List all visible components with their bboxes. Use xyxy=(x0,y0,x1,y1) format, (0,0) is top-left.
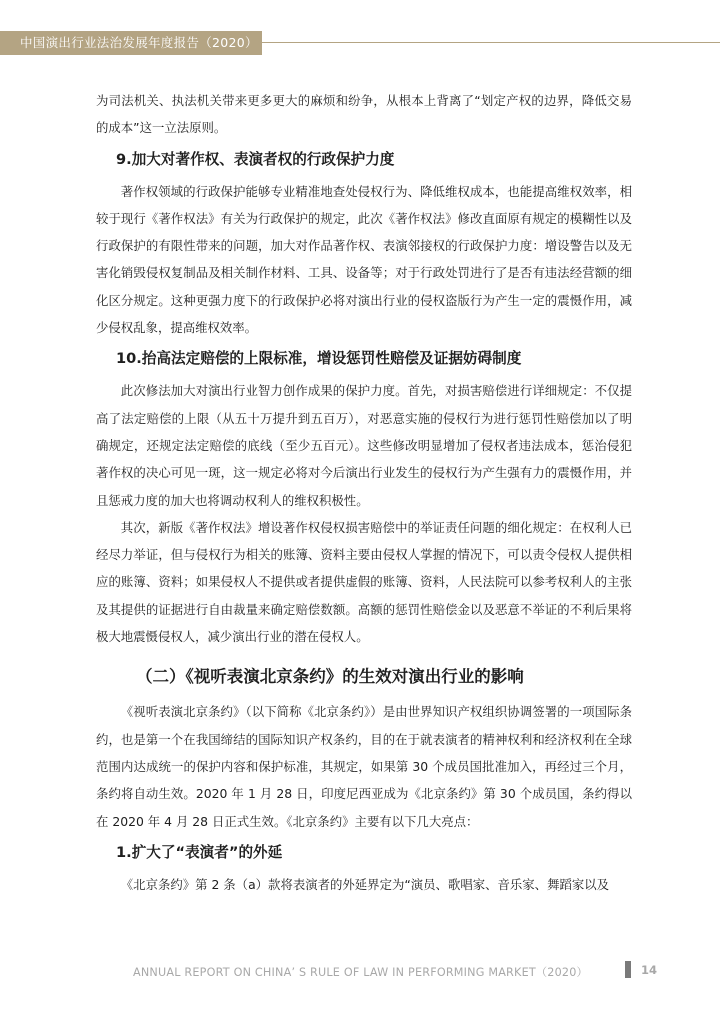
section-heading-2: （二）《视听表演北京条约》的生效对演出行业的影响 xyxy=(136,667,524,687)
footer-bar xyxy=(625,961,631,978)
paragraph-6: 《北京条约》第 2 条（a）款将表演者的外延界定为“演员、歌唱家、音乐家、舞蹈家以及 xyxy=(120,876,610,892)
paragraph-5: 《视听表演北京条约》（以下简称《北京条约》）是由世界知识产权组织协调签署的一项国际条约，也是第一个在我国缔结的国际知识产权条约，目的在于就表演者的精神权利和经济权利在全球范围内达成统一的保护内容和保护标准，其规定，如果第 30 个成员国批准加入，再经过三个月，条约将自动生效。2020 年 1 月 28 日，印度尼西亚成为《北京条约》第 30 个成员国，条约得以在 2020 年 4 月 28 日正式生效。《北京条约》主要有以下几大亮点： xyxy=(96,704,632,829)
page-content xyxy=(96,87,632,898)
paragraph-1: 为司法机关、执法机关带来更多更大的麻烦和纷争，从根本上背离了“划定产权的边界，降低交易的成本”这一立法原则。 xyxy=(96,93,632,136)
header-rule xyxy=(262,42,720,43)
page-number: 14 xyxy=(641,963,658,977)
heading-1: 1.扩大了“表演者”的外延 xyxy=(116,843,283,861)
heading-9: 9.加大对著作权、表演者权的行政保护力度 xyxy=(116,150,395,168)
heading-10: 10.抬高法定赔偿的上限标准，增设惩罚性赔偿及证据妨碍制度 xyxy=(116,350,522,368)
header-title: 中国演出行业法治发展年度报告（2020） xyxy=(0,31,262,55)
paragraph-2: 著作权领域的行政保护能够专业精准地查处侵权行为、降低维权成本，也能提高维权效率，相较于现行《著作权法》有关为行政保护的规定，此次《著作权法》修改直面原有规定的模糊性以及行政保护的有限性带来的问题，加大对作品著作权、表演邻接权的行政保护力度：增设警告以及无害化销毁侵权复制品及相关制作材料、工具、设备等；对于行政处罚进行了是否有违法经营额的细化区分规定。这种更强力度下的行政保护必将对演出行业的侵权盗版行为产生一定的震慑作用，减少侵权乱象，提高维权效率。 xyxy=(96,183,632,336)
paragraph-3: 此次修法加大对演出行业智力创作成果的保护力度。首先，对损害赔偿进行详细规定：不仅提高了法定赔偿的上限（从五十万提升到五百万），对恶意实施的侵权行为进行惩罚性赔偿加以了明确规定，还规定法定赔偿的底线（至少五百元）。这些修改明显增加了侵权者违法成本，惩治侵犯著作权的决心可见一斑，这一规定必将对今后演出行业发生的侵权行为产生强有力的震慑作用，并且惩戒力度的加大也将调动权利人的维权积极性。 xyxy=(96,383,632,508)
paragraph-4: 其次，新版《著作权法》增设著作权侵权损害赔偿中的举证责任问题的细化规定：在权利人已经尽力举证，但与侵权行为相关的账簿、资料主要由侵权人掌握的情况下，可以责令侵权人提供相应的账簿、资料；如果侵权人不提供或者提供虚假的账簿、资料，人民法院可以参考权利人的主张及其提供的证据进行自由裁量来确定赔偿数额。高额的惩罚性赔偿金以及恶意不举证的不利后果将极大地震慑侵权人，减少演出行业的潜在侵权人。 xyxy=(96,519,632,645)
footer-report-title: ANNUAL REPORT ON CHINA’ S RULE OF LAW IN PERFORMING MARKET（2020） xyxy=(133,966,588,979)
